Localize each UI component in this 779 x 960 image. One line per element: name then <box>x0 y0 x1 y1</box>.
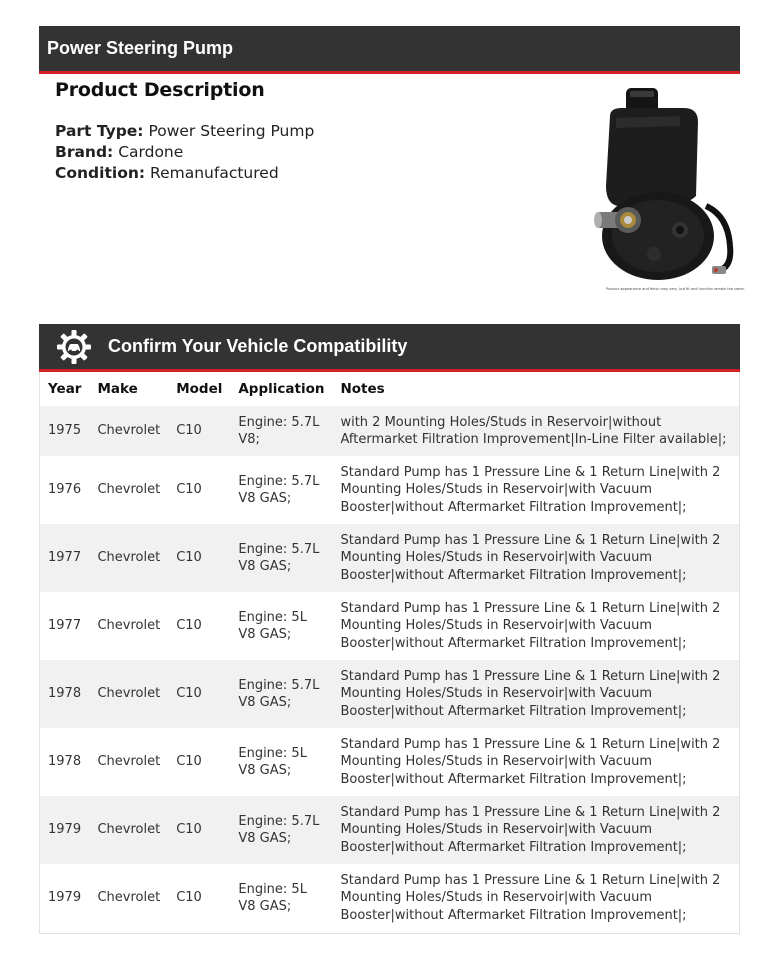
cell-year: 1975 <box>40 406 89 456</box>
cell-year: 1979 <box>40 796 89 864</box>
cell-application: Engine: 5L V8 GAS; <box>238 881 307 914</box>
product-description <box>55 79 555 184</box>
cell-make: Chevrolet <box>97 618 161 634</box>
cell-make: Chevrolet <box>97 482 161 498</box>
cell-model: C10 <box>168 660 230 728</box>
cell-application: Engine: 5.7L V8 GAS; <box>230 524 332 592</box>
column-header-notes: Notes <box>340 381 385 397</box>
cell-make: Chevrolet <box>97 754 161 770</box>
cell-application: Engine: 5.7L V8 GAS; <box>230 660 332 728</box>
compatibility-header-bar <box>39 324 740 372</box>
cell-application: Engine: 5.7L V8; <box>230 406 332 456</box>
cell-model: C10 <box>176 482 202 498</box>
cell-notes: Standard Pump has 1 Pressure Line & 1 Return Line|with 2 Mounting Holes/Studs in Reservoir|with Vacuum Booster|without Aftermarket Filtration Improvement|; <box>340 736 721 787</box>
column-header-make: Make <box>97 381 138 397</box>
product-image <box>588 86 745 292</box>
column-header-year: Year <box>48 381 82 397</box>
compatibility-title: Confirm Your Vehicle Compatibility <box>108 336 408 356</box>
cell-model: C10 <box>168 524 230 592</box>
cell-model: C10 <box>168 406 230 456</box>
table-row <box>40 406 739 456</box>
cell-notes: Standard Pump has 1 Pressure Line & 1 Return Line|with 2 Mounting Holes/Studs in Reservoir|with Vacuum Booster|without Aftermarket Filtration Improvement|; <box>340 464 721 515</box>
table-row <box>40 456 739 524</box>
field-condition <box>55 163 555 184</box>
cell-notes: Standard Pump has 1 Pressure Line & 1 Return Line|with 2 Mounting Holes/Studs in Reservoir|with Vacuum Booster|without Aftermarket Filtration Improvement|; <box>340 600 721 651</box>
cell-year: 1978 <box>48 754 82 770</box>
column-header-application: Application <box>238 381 325 397</box>
image-caption: Product appearance and finish may vary, but fit and function remain the same. <box>606 287 745 291</box>
product-header-bar <box>39 26 740 74</box>
table-row <box>40 864 739 932</box>
field-value: Power Steering Pump <box>148 122 315 140</box>
cell-make: Chevrolet <box>89 796 168 864</box>
cell-application: Engine: 5.7L V8 GAS; <box>230 796 332 864</box>
power-steering-pump-icon <box>588 86 738 292</box>
cell-make: Chevrolet <box>89 406 168 456</box>
cell-application: Engine: 5L V8 GAS; <box>238 609 307 642</box>
table-row <box>40 592 739 660</box>
cell-application: Engine: 5.7L V8 GAS; <box>238 473 320 506</box>
cell-model: C10 <box>168 796 230 864</box>
table-header-row <box>40 372 739 406</box>
field-value: Cardone <box>118 143 184 161</box>
field-label: Brand: <box>55 143 114 161</box>
cell-make: Chevrolet <box>89 660 168 728</box>
cell-notes: Standard Pump has 1 Pressure Line & 1 Return Line|with 2 Mounting Holes/Studs in Reservoir|with Vacuum Booster|without Aftermarket Filtration Improvement|; <box>332 660 739 728</box>
field-brand <box>55 142 555 163</box>
field-value: Remanufactured <box>150 164 279 182</box>
table-row <box>40 728 739 796</box>
field-label: Condition: <box>55 164 146 182</box>
cell-year: 1976 <box>48 482 82 498</box>
cell-notes: Standard Pump has 1 Pressure Line & 1 Return Line|with 2 Mounting Holes/Studs in Reservoir|with Vacuum Booster|without Aftermarket Filtration Improvement|; <box>340 872 721 923</box>
cell-model: C10 <box>176 890 202 906</box>
cell-model: C10 <box>176 754 202 770</box>
cell-year: 1977 <box>40 524 89 592</box>
cell-model: C10 <box>176 618 202 634</box>
cell-application: Engine: 5L V8 GAS; <box>238 745 307 778</box>
cell-year: 1977 <box>48 618 82 634</box>
column-header-model: Model <box>176 381 223 397</box>
cell-notes: with 2 Mounting Holes/Studs in Reservoir|without Aftermarket Filtration Improvement|In-Line Filter available|; <box>332 406 739 456</box>
cell-make: Chevrolet <box>97 890 161 906</box>
table-row <box>40 796 739 864</box>
table-row <box>40 524 739 592</box>
compatibility-table <box>39 372 740 934</box>
cell-notes: Standard Pump has 1 Pressure Line & 1 Return Line|with 2 Mounting Holes/Studs in Reservoir|with Vacuum Booster|without Aftermarket Filtration Improvement|; <box>332 796 739 864</box>
table-row <box>40 660 739 728</box>
cell-notes: Standard Pump has 1 Pressure Line & 1 Return Line|with 2 Mounting Holes/Studs in Reservoir|with Vacuum Booster|without Aftermarket Filtration Improvement|; <box>332 524 739 592</box>
product-title: Power Steering Pump <box>47 38 234 58</box>
cell-year: 1978 <box>40 660 89 728</box>
field-label: Part Type: <box>55 122 144 140</box>
gear-car-icon <box>56 329 92 365</box>
cell-year: 1979 <box>48 890 82 906</box>
description-heading: Product Description <box>55 79 265 101</box>
field-part-type <box>55 121 555 142</box>
cell-make: Chevrolet <box>89 524 168 592</box>
